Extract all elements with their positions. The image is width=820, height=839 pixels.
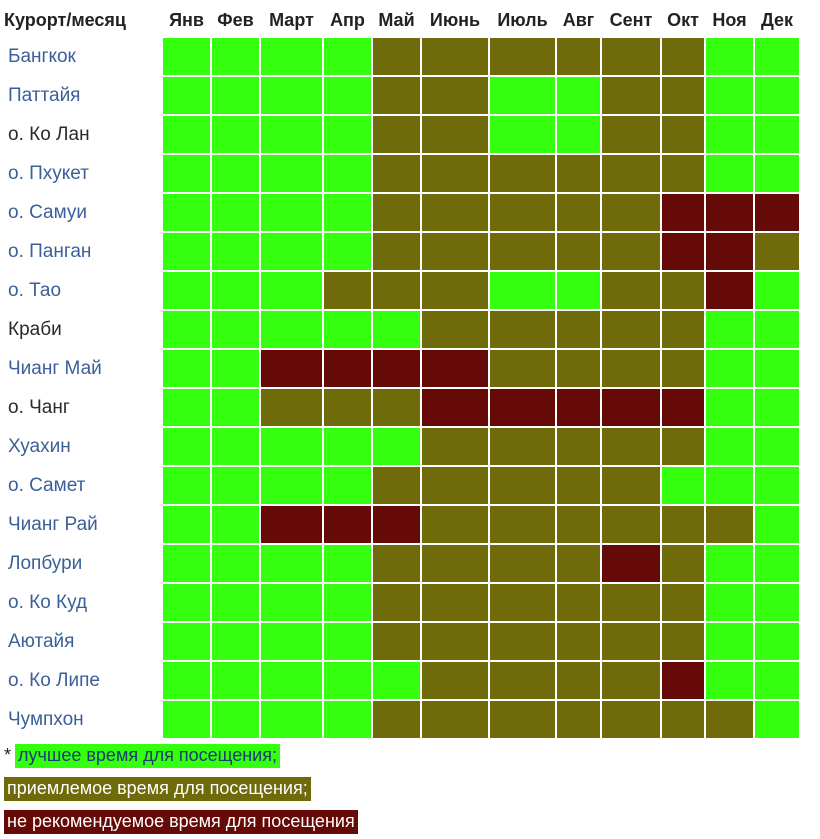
season-cell: [163, 545, 210, 582]
month-header: Май: [378, 9, 415, 30]
season-cell: [373, 506, 420, 543]
season-cell: [212, 116, 259, 153]
legend-best: лучшее время для посещения;: [15, 744, 280, 768]
season-cell: [490, 155, 555, 192]
season-cell: [324, 584, 371, 621]
season-cell: [706, 467, 753, 504]
season-cell: [662, 350, 704, 387]
season-cell: [490, 467, 555, 504]
season-cell: [422, 155, 488, 192]
season-cell: [706, 584, 753, 621]
season-cell: [261, 389, 322, 426]
season-cell: [373, 428, 420, 465]
table-row: [4, 38, 799, 75]
month-header: Июль: [497, 9, 548, 30]
resort-link[interactable]: Хуахин: [8, 435, 71, 457]
season-cell: [602, 272, 660, 309]
season-cell: [490, 662, 555, 699]
season-cell: [163, 38, 210, 75]
resort-link[interactable]: о. Самет: [8, 474, 86, 496]
season-cell: [706, 155, 753, 192]
season-cell: [212, 701, 259, 738]
season-cell: [557, 467, 600, 504]
season-cell: [557, 116, 600, 153]
season-cell: [422, 116, 488, 153]
resort-link[interactable]: о. Ко Куд: [8, 591, 88, 613]
season-cell: [422, 428, 488, 465]
season-cell: [422, 623, 488, 660]
season-cell: [324, 662, 371, 699]
season-cell: [706, 545, 753, 582]
season-cell: [422, 662, 488, 699]
season-cell: [490, 77, 555, 114]
season-cell: [212, 38, 259, 75]
season-cell: [755, 467, 799, 504]
season-cell: [706, 77, 753, 114]
season-cell: [755, 116, 799, 153]
season-cell: [490, 506, 555, 543]
season-cell: [261, 38, 322, 75]
table-row: [4, 506, 799, 543]
corner-header: Курорт/месяц: [4, 9, 126, 30]
table-row: [4, 389, 799, 426]
season-cell: [212, 389, 259, 426]
season-cell: [557, 272, 600, 309]
season-cell: [706, 311, 753, 348]
season-cell: [602, 389, 660, 426]
season-cell: [422, 38, 488, 75]
season-cell: [373, 623, 420, 660]
season-cell: [324, 506, 371, 543]
season-cell: [212, 428, 259, 465]
season-cell: [755, 194, 799, 231]
season-cell: [662, 662, 704, 699]
season-cell: [163, 662, 210, 699]
season-cell: [706, 701, 753, 738]
season-cell: [422, 194, 488, 231]
season-cell: [490, 38, 555, 75]
season-cell: [163, 389, 210, 426]
season-cell: [557, 389, 600, 426]
resort-link[interactable]: о. Пхукет: [8, 162, 89, 184]
season-cell: [557, 662, 600, 699]
season-cell: [602, 506, 660, 543]
month-header: Июнь: [429, 9, 481, 30]
season-cell: [261, 233, 322, 270]
season-cell: [602, 311, 660, 348]
resort-name: о. Ко Лан: [8, 123, 90, 145]
season-cell: [163, 350, 210, 387]
season-cell: [261, 623, 322, 660]
resort-link[interactable]: Чианг Рай: [8, 513, 98, 535]
season-cell: [755, 623, 799, 660]
resort-link[interactable]: Чумпхон: [8, 708, 84, 730]
season-cell: [324, 233, 371, 270]
season-cell: [602, 545, 660, 582]
season-cell: [373, 311, 420, 348]
season-cell: [373, 467, 420, 504]
table-header-row: [4, 4, 799, 36]
season-cell: [261, 467, 322, 504]
season-cell: [373, 272, 420, 309]
season-cell: [662, 584, 704, 621]
season-cell: [706, 194, 753, 231]
season-cell: [212, 311, 259, 348]
season-cell: [422, 701, 488, 738]
season-cell: [261, 272, 322, 309]
season-cell: [662, 233, 704, 270]
season-cell: [755, 584, 799, 621]
season-cell: [373, 350, 420, 387]
season-cell: [163, 584, 210, 621]
season-cell: [324, 272, 371, 309]
season-cell: [373, 701, 420, 738]
season-cell: [602, 233, 660, 270]
season-cell: [422, 584, 488, 621]
season-cell: [373, 545, 420, 582]
season-cell: [602, 77, 660, 114]
season-cell: [212, 623, 259, 660]
legend-acceptable: приемлемое время для посещения;: [4, 777, 311, 801]
season-cell: [755, 311, 799, 348]
table-row: [4, 311, 799, 348]
season-cell: [755, 272, 799, 309]
season-cell: [373, 584, 420, 621]
legend-best-row: [4, 739, 358, 772]
season-cell: [212, 662, 259, 699]
season-cell: [212, 506, 259, 543]
table-row: [4, 701, 799, 738]
legend-star: *: [4, 745, 12, 765]
season-cell: [490, 545, 555, 582]
season-cell: [324, 545, 371, 582]
season-cell: [662, 155, 704, 192]
legend-not-recommended: не рекомендуемое время для посещения: [4, 810, 358, 834]
month-header: Авг: [562, 9, 595, 30]
season-cell: [212, 155, 259, 192]
table-row: [4, 467, 799, 504]
season-cell: [557, 194, 600, 231]
season-cell: [662, 428, 704, 465]
season-cell: [602, 194, 660, 231]
table-row: [4, 272, 799, 309]
season-cell: [557, 701, 600, 738]
season-cell: [261, 311, 322, 348]
season-cell: [602, 662, 660, 699]
resort-link[interactable]: Лопбури: [8, 552, 83, 574]
season-cell: [662, 467, 704, 504]
season-cell: [422, 389, 488, 426]
resort-name: Краби: [8, 318, 62, 340]
table-row: [4, 623, 799, 660]
season-cell: [212, 194, 259, 231]
season-cell: [422, 233, 488, 270]
table-row: [4, 584, 799, 621]
season-cell: [324, 116, 371, 153]
season-cell: [662, 623, 704, 660]
season-cell: [261, 350, 322, 387]
table-row: [4, 350, 799, 387]
season-cell: [662, 116, 704, 153]
season-cell: [261, 506, 322, 543]
season-cell: [706, 662, 753, 699]
season-cell: [490, 194, 555, 231]
season-cell: [261, 428, 322, 465]
season-cell: [557, 233, 600, 270]
season-cell: [324, 428, 371, 465]
legend-ok-row: [4, 772, 358, 805]
resort-link[interactable]: о. Самуи: [8, 201, 88, 223]
season-cell: [324, 701, 371, 738]
season-cell: [490, 311, 555, 348]
season-cell: [261, 701, 322, 738]
season-cell: [261, 545, 322, 582]
season-cell: [163, 701, 210, 738]
season-cell: [602, 623, 660, 660]
season-cell: [163, 194, 210, 231]
season-cell: [212, 467, 259, 504]
season-cell: [755, 701, 799, 738]
season-cell: [662, 194, 704, 231]
season-cell: [163, 77, 210, 114]
season-cell: [324, 155, 371, 192]
resort-link[interactable]: о. Панган: [8, 240, 92, 262]
resort-name: о. Чанг: [8, 396, 70, 418]
season-cell: [706, 506, 753, 543]
resort-link[interactable]: о. Ко Липе: [8, 669, 100, 691]
season-cell: [706, 350, 753, 387]
season-cell: [261, 194, 322, 231]
season-cell: [324, 350, 371, 387]
season-cell: [662, 272, 704, 309]
season-cell: [557, 155, 600, 192]
season-cell: [602, 155, 660, 192]
season-cell: [163, 311, 210, 348]
table-row: [4, 77, 799, 114]
season-cell: [163, 623, 210, 660]
season-cell: [557, 584, 600, 621]
season-cell: [602, 350, 660, 387]
season-cell: [324, 623, 371, 660]
table-row: [4, 155, 799, 192]
season-cell: [706, 233, 753, 270]
month-header: Март: [269, 9, 314, 30]
table-row: [4, 428, 799, 465]
season-cell: [324, 38, 371, 75]
season-cell: [490, 701, 555, 738]
season-cell: [163, 506, 210, 543]
season-cell: [755, 233, 799, 270]
resort-season-table: [2, 2, 801, 740]
season-cell: [662, 506, 704, 543]
legend-bad-row: [4, 805, 358, 838]
resort-link[interactable]: Чианг Май: [8, 357, 102, 379]
resort-link[interactable]: Аютайя: [8, 630, 75, 652]
season-cell: [373, 155, 420, 192]
season-cell: [163, 116, 210, 153]
season-cell: [490, 116, 555, 153]
season-cell: [422, 77, 488, 114]
season-cell: [261, 116, 322, 153]
season-cell: [212, 272, 259, 309]
season-cell: [163, 272, 210, 309]
season-cell: [706, 38, 753, 75]
season-cell: [373, 662, 420, 699]
month-header: Ноя: [712, 9, 747, 30]
season-cell: [557, 350, 600, 387]
month-header: Янв: [169, 9, 204, 30]
season-cell: [212, 350, 259, 387]
season-cell: [163, 428, 210, 465]
table-body: [4, 38, 799, 738]
season-cell: [422, 506, 488, 543]
month-header: Сент: [609, 9, 653, 30]
legend: [4, 739, 358, 838]
resort-link[interactable]: Паттайя: [8, 84, 81, 106]
season-cell: [706, 428, 753, 465]
season-cell: [755, 389, 799, 426]
table-row: [4, 662, 799, 699]
season-cell: [755, 38, 799, 75]
season-cell: [163, 155, 210, 192]
resort-link[interactable]: Бангкок: [8, 45, 76, 67]
season-cell: [212, 77, 259, 114]
season-cell: [557, 38, 600, 75]
season-cell: [373, 389, 420, 426]
resort-link[interactable]: о. Тао: [8, 279, 62, 301]
season-cell: [261, 584, 322, 621]
season-cell: [212, 233, 259, 270]
season-cell: [755, 155, 799, 192]
season-cell: [602, 701, 660, 738]
season-cell: [706, 623, 753, 660]
season-cell: [373, 194, 420, 231]
season-cell: [373, 116, 420, 153]
season-cell: [422, 311, 488, 348]
season-cell: [212, 584, 259, 621]
season-cell: [557, 428, 600, 465]
season-cell: [324, 77, 371, 114]
month-header: Окт: [667, 9, 699, 30]
season-cell: [163, 467, 210, 504]
table-row: [4, 194, 799, 231]
season-cell: [602, 116, 660, 153]
season-cell: [602, 428, 660, 465]
season-cell: [557, 77, 600, 114]
season-cell: [163, 233, 210, 270]
season-cell: [755, 428, 799, 465]
season-cell: [755, 77, 799, 114]
season-cell: [261, 662, 322, 699]
season-cell: [755, 506, 799, 543]
season-cell: [490, 623, 555, 660]
season-cell: [662, 389, 704, 426]
season-cell: [662, 77, 704, 114]
month-header: Апр: [330, 9, 365, 30]
season-cell: [662, 545, 704, 582]
season-cell: [662, 311, 704, 348]
month-header: Фев: [217, 9, 254, 30]
season-cell: [324, 389, 371, 426]
season-cell: [490, 233, 555, 270]
table-row: [4, 116, 799, 153]
season-cell: [602, 38, 660, 75]
month-header: Дек: [760, 9, 794, 30]
season-cell: [662, 701, 704, 738]
season-cell: [557, 506, 600, 543]
season-cell: [706, 389, 753, 426]
season-cell: [490, 428, 555, 465]
season-cell: [706, 272, 753, 309]
season-cell: [373, 77, 420, 114]
season-cell: [602, 467, 660, 504]
season-cell: [490, 389, 555, 426]
season-cell: [706, 116, 753, 153]
season-cell: [662, 38, 704, 75]
season-cell: [490, 272, 555, 309]
season-cell: [557, 545, 600, 582]
season-cell: [261, 155, 322, 192]
season-cell: [602, 584, 660, 621]
season-cell: [755, 350, 799, 387]
season-cell: [422, 545, 488, 582]
season-cell: [422, 350, 488, 387]
season-cell: [422, 467, 488, 504]
season-cell: [755, 662, 799, 699]
season-cell: [373, 233, 420, 270]
season-cell: [324, 467, 371, 504]
season-cell: [755, 545, 799, 582]
table-row: [4, 233, 799, 270]
season-cell: [490, 350, 555, 387]
season-cell: [490, 584, 555, 621]
season-cell: [422, 272, 488, 309]
season-cell: [324, 311, 371, 348]
season-cell: [324, 194, 371, 231]
table-row: [4, 545, 799, 582]
season-cell: [557, 311, 600, 348]
season-cell: [261, 77, 322, 114]
season-cell: [373, 38, 420, 75]
season-cell: [212, 545, 259, 582]
season-cell: [557, 623, 600, 660]
